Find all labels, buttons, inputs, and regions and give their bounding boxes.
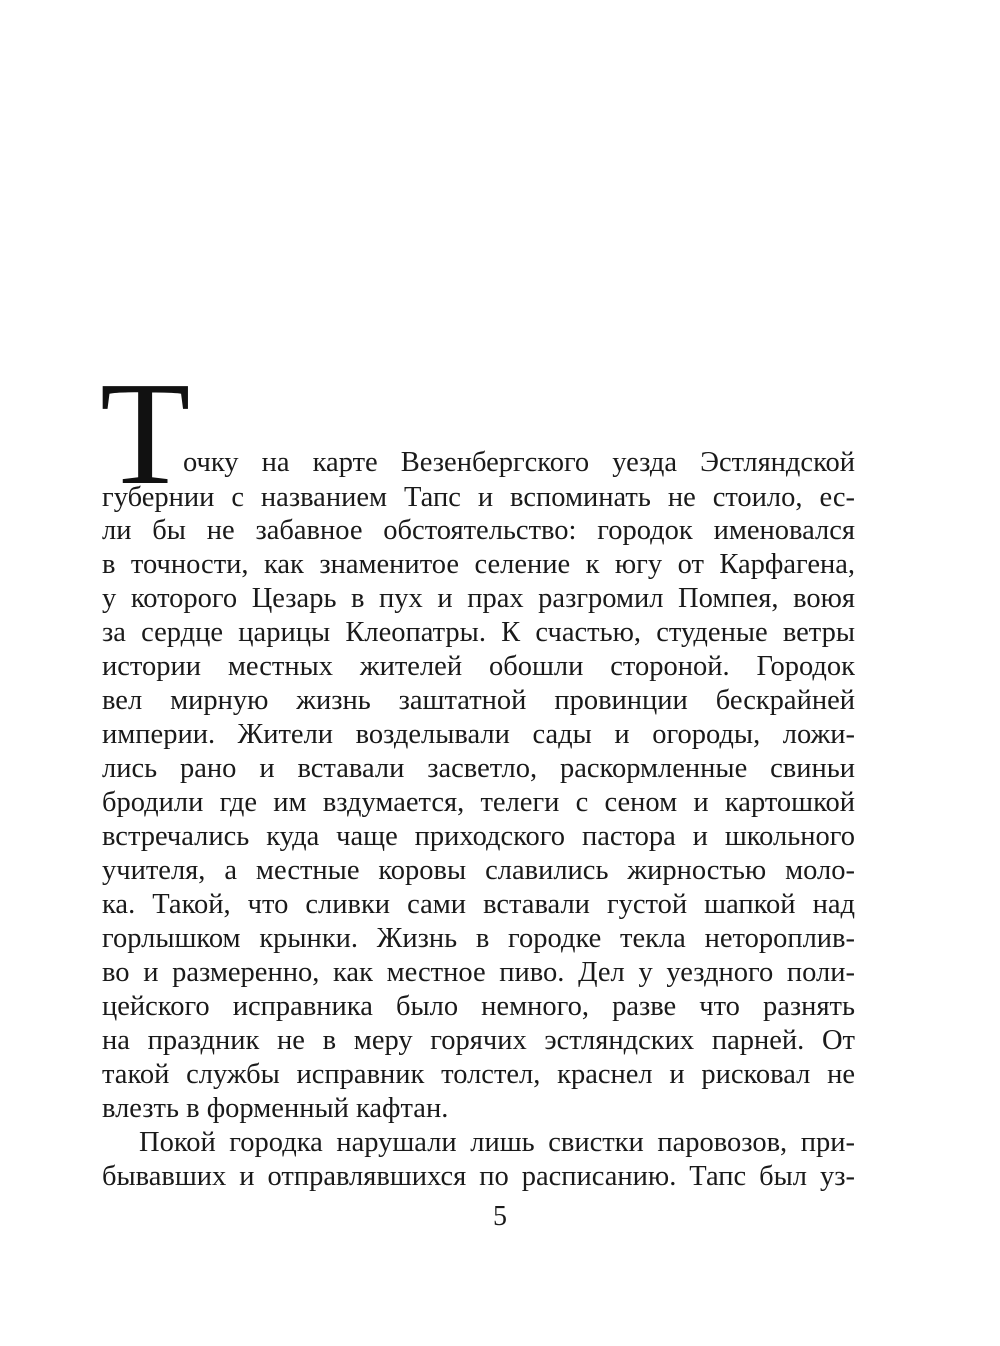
paragraph-1-line-12: встречались куда чаще приходского пастора и школьного: [102, 821, 855, 852]
paragraph-1-line-14: ка. Такой, что сливки сами вставали густой шапкой над: [102, 889, 855, 920]
paragraph-1-line-11: бродили где им вздумается, телеги с сеном и картошкой: [102, 787, 855, 818]
paragraph-1-line-15: горлышком крынки. Жизнь в городке текла нетороплив-: [102, 923, 855, 954]
paragraph-1-line-1: очку на карте Везенбергского уезда Эстляндской: [183, 447, 855, 478]
paragraph-1-line-4: в точности, как знаменитое селение к югу от Карфагена,: [102, 549, 855, 580]
paragraph-1-line-10: лись рано и вставали засветло, раскормленные свиньи: [102, 753, 855, 784]
paragraph-1-line-2: губернии с названием Тапс и вспоминать не стоило, ес-: [102, 482, 855, 513]
paragraph-1-line-17: цейского исправника было немного, разве что разнять: [102, 991, 855, 1022]
page-number: 5: [493, 1201, 507, 1232]
paragraph-2-line-2: бывавших и отправлявшихся по расписанию. Тапс был уз-: [102, 1161, 855, 1192]
paragraph-1-line-20: влезть в форменный кафтан.: [102, 1093, 449, 1124]
paragraph-1-line-5: у которого Цезарь в пух и прах разгромил Помпея, воюя: [102, 583, 855, 614]
paragraph-1-line-8: вел мирную жизнь заштатной провинции бескрайней: [102, 685, 855, 716]
paragraph-2-line-1: Покой городка нарушали лишь свистки паровозов, при-: [139, 1127, 855, 1158]
paragraph-1-line-18: на праздник не в меру горячих эстляндских парней. От: [102, 1025, 855, 1056]
paragraph-1-line-6: за сердце царицы Клеопатры. К счастью, студеные ветры: [102, 617, 855, 648]
paragraph-1-line-19: такой службы исправник толстел, краснел и рисковал не: [102, 1059, 855, 1090]
paragraph-1-line-7: истории местных жителей обошли стороной. Городок: [102, 651, 855, 682]
paragraph-1-line-9: империи. Жители возделывали сады и огороды, ложи-: [102, 719, 855, 750]
paragraph-1-line-13: учителя, а местные коровы славились жирностью моло-: [102, 855, 855, 886]
drop-cap-letter: Т: [100, 352, 191, 516]
paragraph-1-line-3: ли бы не забавное обстоятельство: городок именовался: [102, 515, 855, 546]
paragraph-1-line-16: во и размеренно, как местное пиво. Дел у уездного поли-: [102, 957, 855, 988]
